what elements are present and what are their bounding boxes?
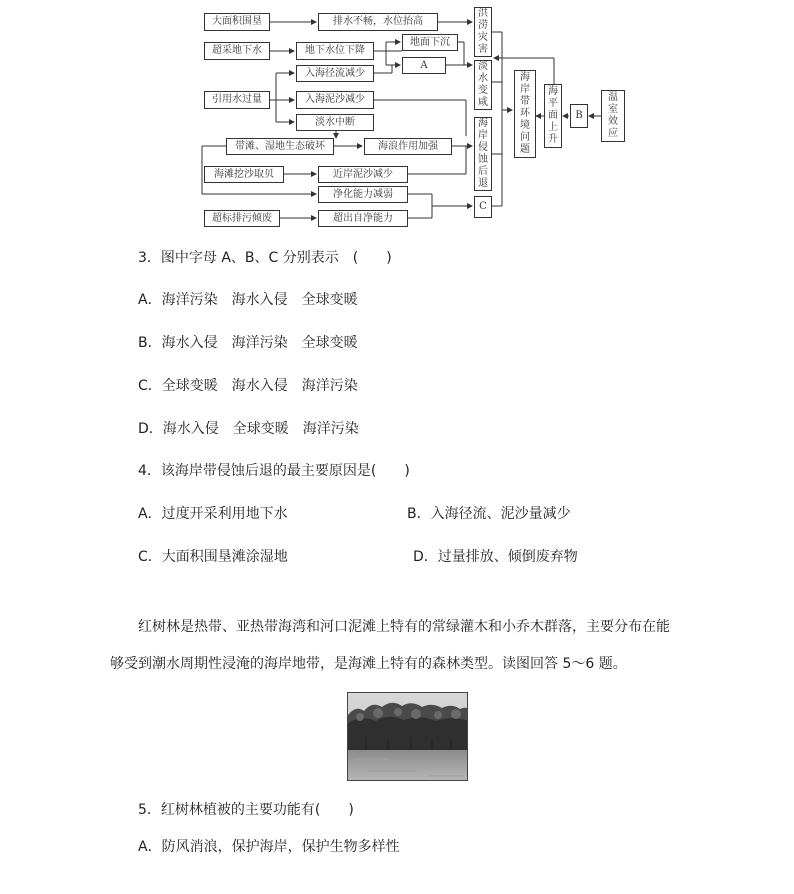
- mangrove-photo-illustration: [348, 693, 468, 781]
- q4-option-d: D．过量排放、倾倒废弃物: [413, 549, 578, 565]
- intro-line-2: 够受到潮水周期性浸淹的海岸地带，是海滩上特有的森林类型。读图回答 5～6 题。: [110, 656, 627, 672]
- box-coastal: 海岸带环境问题: [514, 70, 536, 158]
- box-wetland: 带滩、湿地生态破坏: [226, 138, 334, 155]
- box-a: A: [402, 57, 446, 74]
- box-erosion: 海岸侵蚀后退: [474, 117, 492, 191]
- box-overuse: 引用水过量: [204, 91, 270, 109]
- box-self-clean: 超出自净能力: [318, 210, 408, 227]
- q4-option-a: A．过度开采利用地下水: [138, 506, 288, 522]
- q4-stem: 4．该海岸带侵蚀后退的最主要原因是( ): [138, 463, 410, 479]
- box-runoff-down: 入海径流减少: [296, 65, 374, 82]
- box-sediment-down: 入海泥沙减少: [296, 91, 374, 109]
- q4-option-b: B．入海径流、泥沙量减少: [407, 506, 571, 522]
- box-reclaim: 大面积围垦: [204, 13, 270, 31]
- box-sand-dig: 海滩挖沙取贝: [204, 166, 284, 183]
- box-dump: 超标排污倾废: [204, 210, 280, 227]
- box-c: C: [474, 196, 492, 218]
- q3-option-b: B．海水入侵 海洋污染 全球变暖: [138, 335, 358, 351]
- q3-option-a: A．海洋污染 海水入侵 全球变暖: [138, 292, 358, 308]
- box-gw-drop: 地下水位下降: [296, 42, 374, 60]
- box-near-sand: 近岸泥沙减少: [318, 166, 408, 183]
- box-sea-rise: 海平面上升: [544, 84, 562, 148]
- box-purify: 净化能力减弱: [318, 186, 408, 203]
- q4-option-c: C．大面积围垦滩涂湿地: [138, 549, 288, 565]
- intro-line-1: 红树林是热带、亚热带海湾和河口泥滩上特有的常绿灌木和小乔木群落，主要分布在能: [138, 619, 670, 635]
- q3-option-d: D．海水入侵 全球变暖 海洋污染: [138, 421, 359, 437]
- box-overdrain: 超采地下水: [204, 42, 270, 60]
- box-water-change: 淡水变咸: [474, 60, 492, 110]
- q5-option-a: A．防风消浪，保护海岸，保护生物多样性: [138, 839, 400, 855]
- coastal-problem-flow-diagram: [196, 4, 636, 230]
- box-flood: 洪涝灾害: [474, 7, 492, 57]
- box-subside: 地面下沉: [402, 34, 458, 51]
- box-wave: 海浪作用加强: [364, 138, 452, 155]
- q5-stem: 5．红树林植被的主要功能有( ): [138, 802, 354, 818]
- q3-stem: 3．图中字母 A、B、C 分别表示 ( ): [138, 250, 392, 266]
- box-drain-block: 排水不畅，水位抬高: [318, 13, 438, 31]
- box-greenhouse: 温室效应: [601, 90, 625, 142]
- mangrove-photo: [347, 692, 468, 781]
- q3-option-c: C．全球变暖 海水入侵 海洋污染: [138, 378, 358, 394]
- box-fresh-break: 淡水中断: [296, 114, 374, 131]
- box-b: B: [570, 104, 588, 128]
